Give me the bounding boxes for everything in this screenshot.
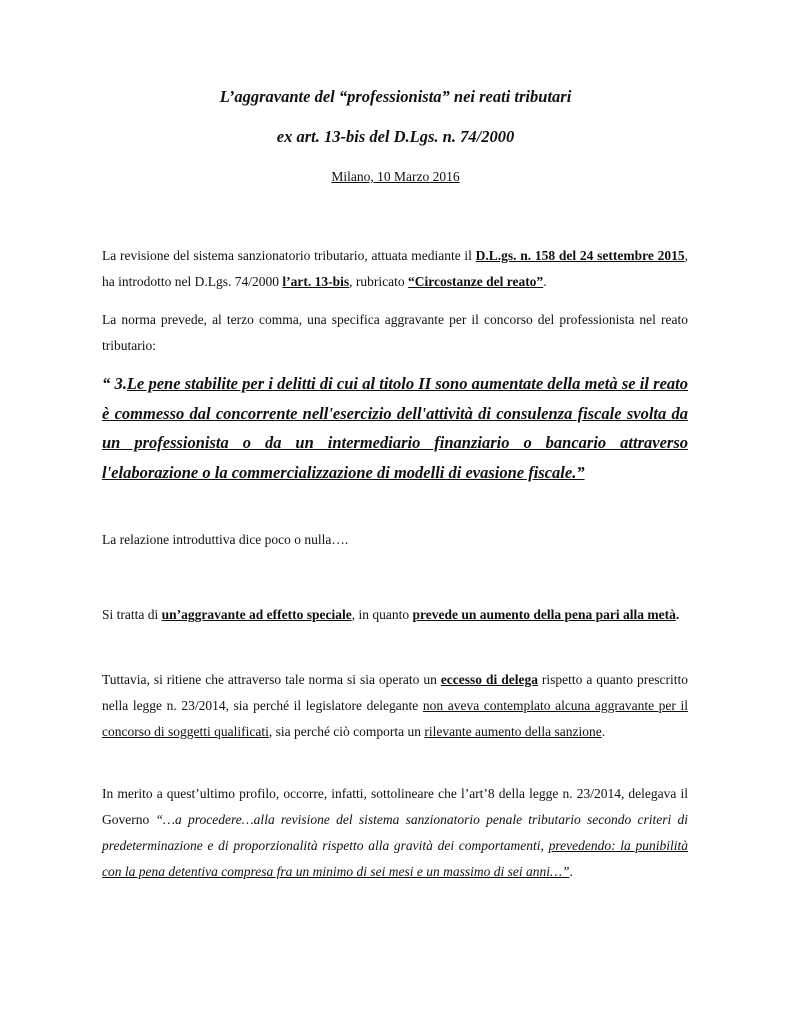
article-reference: l’art. 13-bis: [282, 274, 350, 289]
paragraph-4: [102, 602, 688, 628]
paragraph-5: [102, 667, 688, 745]
document-date: Milano, 10 Marzo 2016: [331, 169, 460, 184]
quoted-law-text: [102, 369, 688, 487]
sanction-increase-highlight: rilevante aumento della sanzione: [424, 724, 602, 739]
paragraph-6: [102, 781, 688, 885]
aggravante-highlight: un’aggravante ad effetto speciale: [161, 607, 352, 622]
p6-text-2: .: [569, 864, 573, 879]
paragraph-2: La norma prevede, al terzo comma, una specifica aggravante per il concorso del professionista nel reato tributario:: [102, 312, 688, 353]
penalty-increase-highlight: prevede un aumento della pena pari alla metà: [412, 607, 676, 622]
p4-text-2: , in quanto: [351, 607, 413, 622]
excess-delegation-highlight: eccesso di delega: [440, 672, 538, 687]
decree-reference: D.L.gs. n. 158 del 24 settembre 2015: [475, 248, 685, 263]
quote-open: “ 3.: [102, 374, 127, 393]
p1-text-4: .: [543, 274, 547, 289]
p6-text-1: In merito a quest’ultimo profilo, occorre, infatti, sottolineare che l’art’8 della legge n. 23/2014, delegava il Governo: [102, 786, 688, 827]
p1-text-2: , ha introdotto nel D.Lgs. 74/2000: [102, 248, 688, 289]
law-citation-underlined: prevedendo: la punibilità con la pena detentiva compresa fra un minimo di sei mesi e un massimo di sei anni…”: [102, 838, 688, 879]
p4-text-1: Si tratta di: [102, 607, 162, 622]
quote-body: Le pene stabilite per i delitti di cui al titolo II sono aumentate della metà se il reato è commesso dal concorrente nell'esercizio dell'attività di consulenza fiscale svolta da un professionista o da un intermediario finanziario o bancario attraverso l'elaborazione o la commercializzazione di modelli di evasione fiscale.”: [102, 374, 688, 482]
p5-text-4: .: [601, 724, 606, 739]
p5-text-3: , sia perché ciò comporta un: [268, 724, 425, 739]
title-line-1: L’aggravante del “professionista” nei reati tributari: [219, 87, 572, 106]
law-citation: “…a procedere…alla revisione del sistema sanzionatorio penale tributario secondo criteri di predeterminazione e di proporzionalità rispetto alla gravità dei comportamenti,: [102, 812, 688, 853]
article-rubric: “Circostanze del reato”: [407, 274, 544, 289]
p1-text-1: La revisione del sistema sanzionatorio tributario, attuata mediante il: [102, 248, 476, 263]
paragraph-3: La relazione introduttiva dice poco o nulla….: [102, 532, 349, 547]
p5-text-1: Tuttavia, si ritiene che attraverso tale norma si sia operato un: [102, 672, 441, 687]
p4-text-3: .: [675, 607, 680, 622]
not-contemplated-highlight: non aveva contemplato alcuna aggravante per il concorso di soggetti qualificati: [102, 698, 688, 739]
p5-text-2: rispetto a quanto prescritto nella legge n. 23/2014, sia perché il legislatore delegante: [102, 672, 688, 713]
paragraph-1: [102, 243, 688, 295]
title-line-2: ex art. 13-bis del D.Lgs. n. 74/2000: [276, 127, 515, 146]
p1-text-3: , rubricato: [349, 274, 408, 289]
